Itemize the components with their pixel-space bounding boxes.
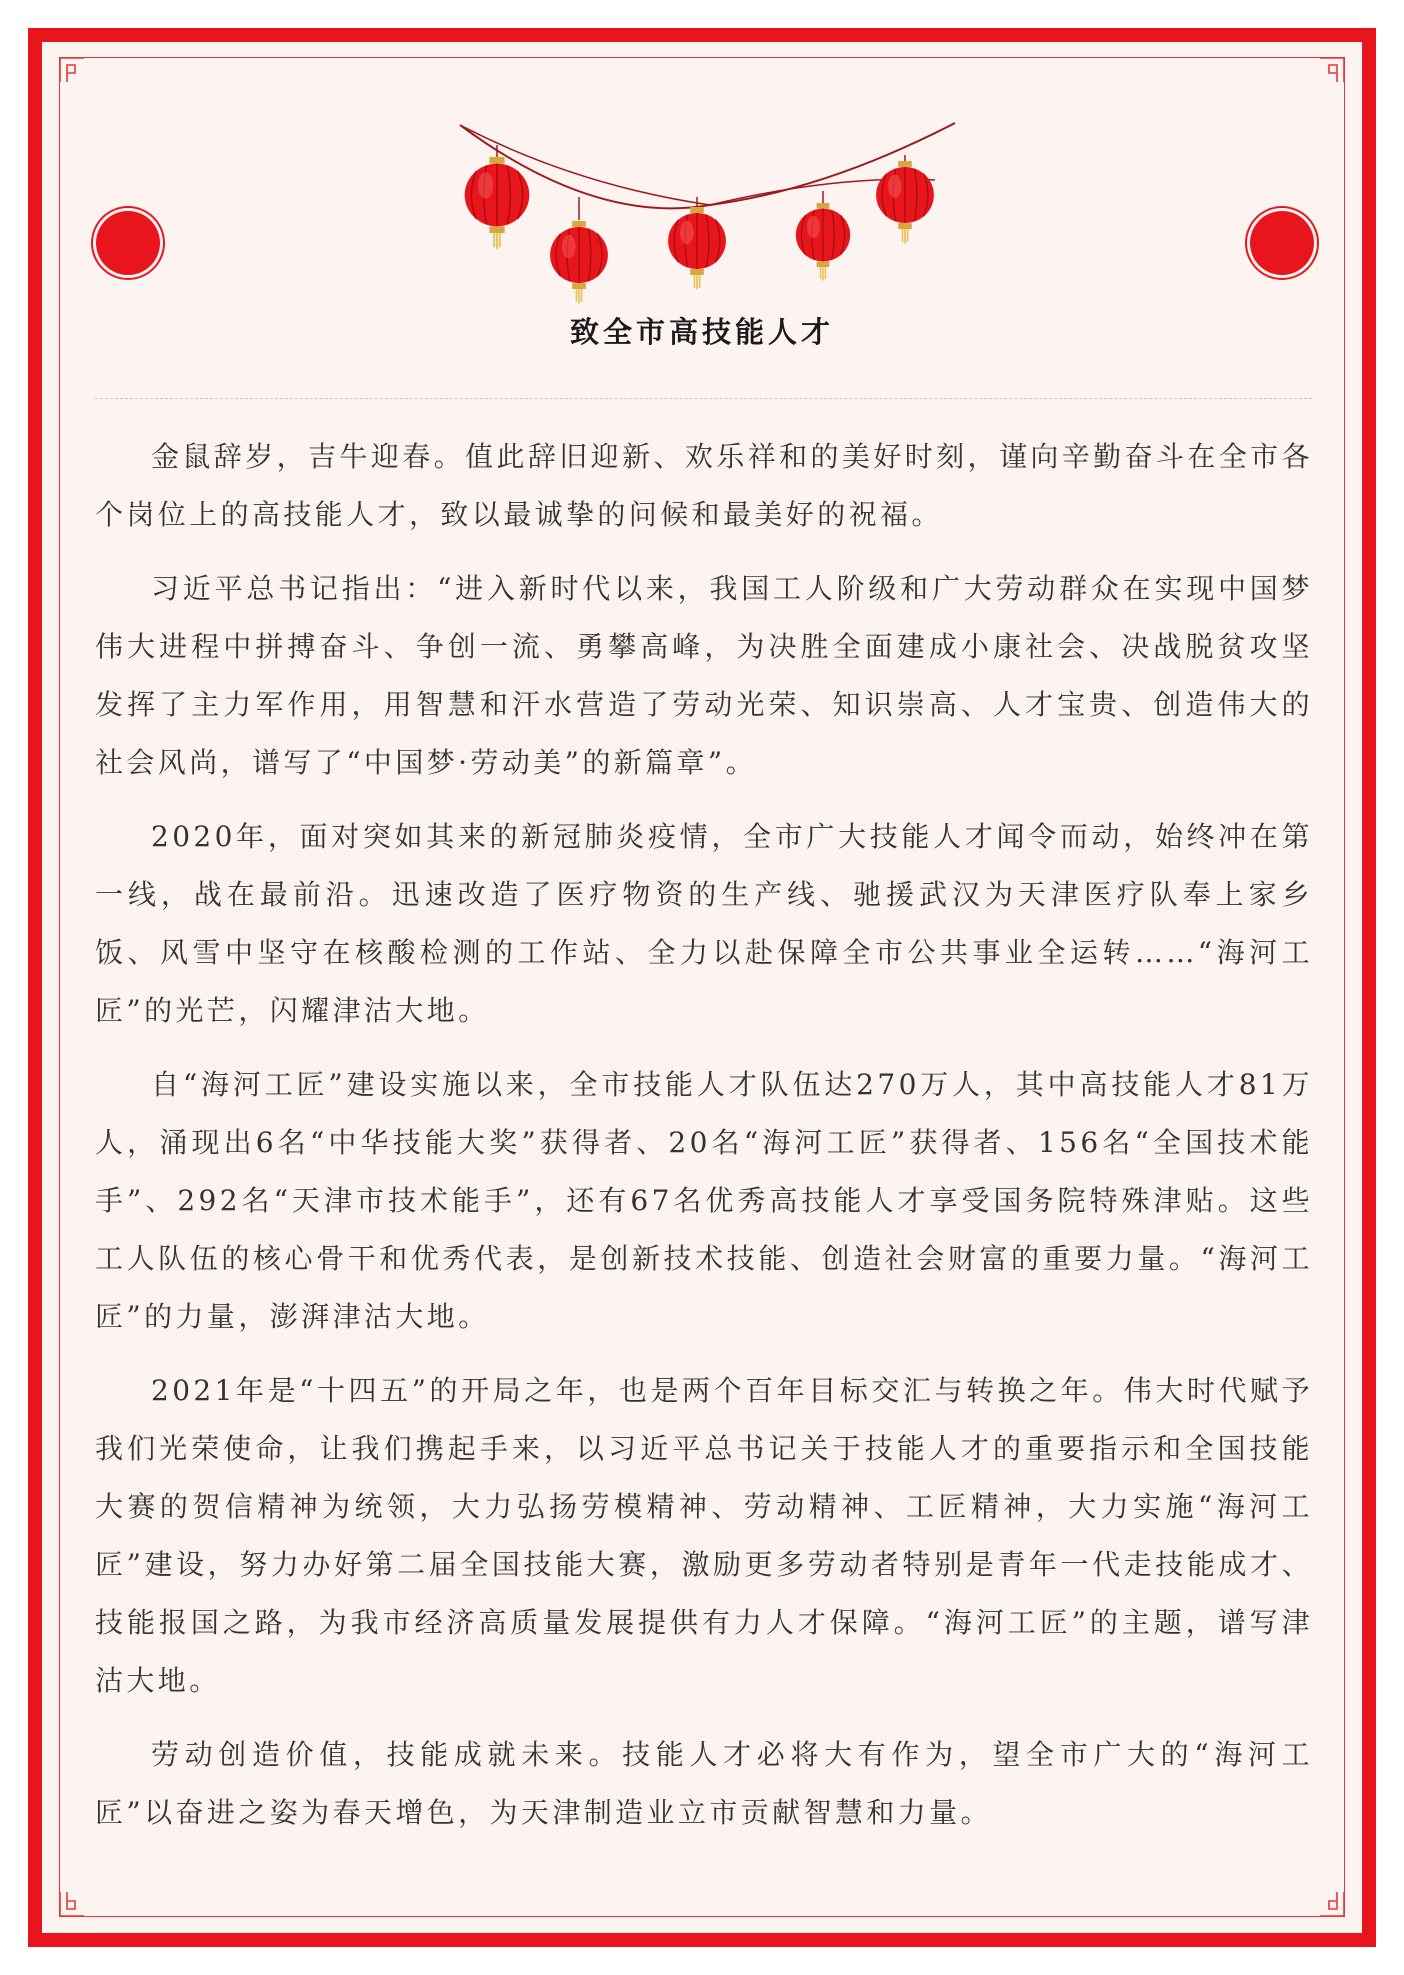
red-lantern-string-icon [455,115,965,305]
paragraph-greeting: 金鼠辞岁，吉牛迎春。值此辞旧迎新、欢乐祥和的美好时刻，谨向辛勤奋斗在全市各个岗位上的高技能人才，致以最诚挚的问候和最美好的祝福。 [95,440,1313,531]
corner-ornament-icon [59,57,85,83]
corner-ornament-icon [1319,57,1345,83]
letter-title: 致全市高技能人才 [569,315,834,349]
paragraph-quote: 习近平总书记指出：“进入新时代以来，我国工人阶级和广大劳动群众在实现中国梦伟大进程中拼搏奋斗、争创一流、勇攀高峰，为决胜全面建成小康社会、决战脱贫攻坚发挥了主力军作用，用智慧和汗水营造了劳动光荣、知识崇高、人才宝贵、创造伟大的社会风尚，谱写了“中国梦·劳动美”的新篇章”。 [95,572,1313,779]
paragraph-closing: 劳动创造价值，技能成就未来。技能人才必将大有作为，望全市广大的“海河工匠”以奋进之姿为春天增色，为天津制造业立市贡献智慧和力量。 [95,1738,1313,1829]
red-circle-icon [1250,211,1314,275]
paragraph-2021: 2021年是“十四五”的开局之年，也是两个百年目标交汇与转换之年。伟大时代赋予我们光荣使命，让我们携起手来，以习近平总书记关于技能人才的重要指示和全国技能大赛的贺信精神为统领，大力弘扬劳模精神、劳动精神、工匠精神，大力实施“海河工匠”建设，努力办好第二届全国技能大赛，激励更多劳动者特别是青年一代走技能成才、技能报国之路，为我市经济高质量发展提供有力人才保障。“海河工匠”的主题，谱写津沽大地。 [95,1374,1313,1697]
paragraph-2020: 2020年，面对突如其来的新冠肺炎疫情，全市广大技能人才闻令而动，始终冲在第一线，战在最前沿。迅速改造了医疗物资的生产线、驰援武汉为天津医疗队奉上家乡饭、风雪中坚守在核酸检测的工作站、全力以赴保障全市公共事业全运转……“海河工匠”的光芒，闪耀津沽大地。 [95,820,1313,1027]
corner-ornament-icon [59,1891,85,1917]
corner-ornament-icon [1319,1891,1345,1917]
red-circle-icon [96,211,160,275]
paragraph-achievements: 自“海河工匠”建设实施以来，全市技能人才队伍达270万人，其中高技能人才81万人，涌现出6名“中华技能大奖”获得者、20名“海河工匠”获得者、156名“全国技术能手”、292名“天津市技术能手”，还有67名优秀高技能人才享受国务院特殊津贴。这些工人队伍的核心骨干和优秀代表，是创新技术技能、创造社会财富的重要力量。“海河工匠”的力量，澎湃津沽大地。 [95,1068,1313,1333]
letter-body [95,428,1313,1858]
title-divider [95,398,1312,399]
